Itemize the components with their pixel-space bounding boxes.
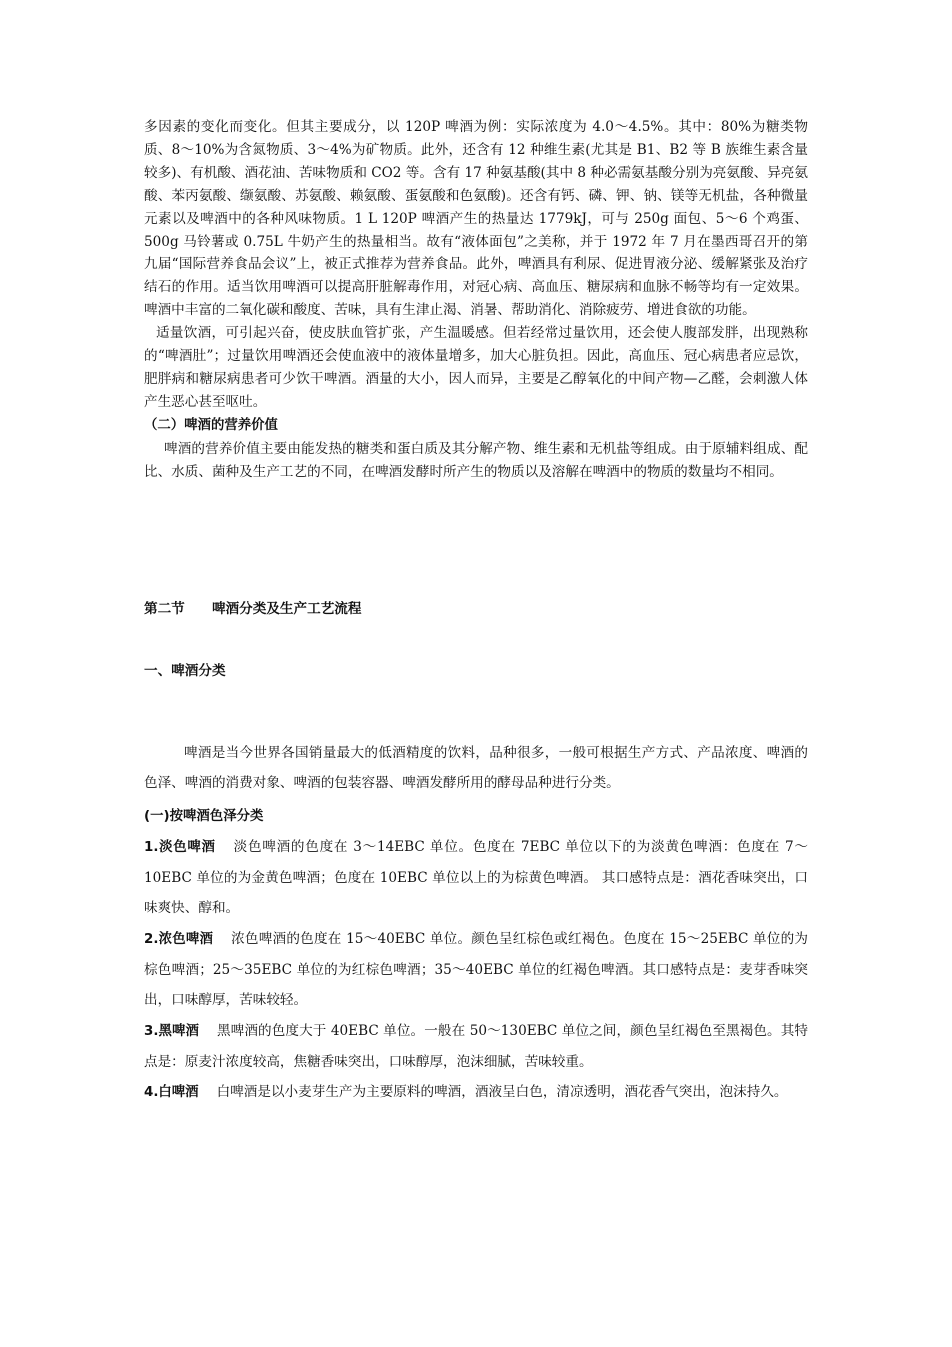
type-name: 2.浓色啤酒: [144, 931, 214, 947]
type-name: 3.黑啤酒: [144, 1023, 199, 1039]
section-title: 第二节 啤酒分类及生产工艺流程: [144, 601, 362, 617]
paragraph-moderate-drinking: 适量饮酒，可引起兴奋，使皮肤血管扩张，产生温暖感。但若经常过量饮用，还会使人腹部发胖，出现熟称的“啤酒肚”；过量饮用啤酒还会使血液中的液体量增多，加大心脏负担。因此，高血压、冠心病患者应忌饮，肥胖病和糖尿病患者可少饮干啤酒。酒量的大小，因人而异，主要是乙醇氧化的中间产物—乙醛，会刺激人体产生恶心甚至呕吐。: [144, 325, 808, 410]
type-desc: 淡色啤酒的色度在 3～14EBC 单位。色度在 7EBC 单位以下的为淡黄色啤酒：色度在 7～10EBC 单位的为金黄色啤酒；色度在 10EBC 单位以上的为棕黄色啤酒。 其口感特点是：酒花香味突出，口味爽快、醇和。: [144, 838, 809, 917]
type-desc: 浓色啤酒的色度在 15～40EBC 单位。颜色呈红棕色或红褐色。色度在 15～25EBC 单位的为棕色啤酒；25～35EBC 单位的为红棕色啤酒；35～40EBC 单位的红褐色啤酒。其口感特点是：麦芽香味突出，口味醇厚，苦味较轻。: [144, 930, 809, 1009]
paragraph-intro: 啤酒是当今世界各国销量最大的低酒精度的饮料，品种很多，一般可根据生产方式、产品浓度、啤酒的色泽、啤酒的消费对象、啤酒的包装容器、啤酒发酵所用的酵母品种进行分类。: [144, 745, 808, 792]
type-item: [144, 924, 808, 1016]
color-heading: [144, 801, 808, 832]
type-desc: 白啤酒是以小麦芽生产为主要原料的啤酒，酒液呈白色，清凉透明，酒花香气突出，泡沫持久。: [216, 1084, 788, 1101]
type-item: [144, 1016, 808, 1078]
type-item: [144, 1077, 808, 1108]
type-name: 4.白啤酒: [144, 1085, 199, 1101]
nutrition-heading: [144, 414, 808, 438]
nutrition-heading-text: （二）啤酒的营养价值: [144, 417, 278, 433]
type-name: 1.淡色啤酒: [144, 839, 216, 855]
paragraph-beer-composition: 多因素的变化而变化。但其主要成分，以 120P 啤酒为例：实际浓度为 4.0～4.5%。其中：80%为糖类物质、8～10%为含氮物质、3～4%为矿物质。此外，还含有 12 种维生素(尤其是 B1、B2 等 B 族维生素含量较多)、有机酸、酒花油、苦味物质和 CO2 等。含有 17 种氨基酸(其中 8 种必需氨基酸分别为亮氨酸、异亮氨酸、苯丙氨酸、缬氨酸、苏氨酸、赖氨酸、蛋氨酸和色氨酸)。还含有钙、磷、钾、钠、镁等无机盐，各种微量元素以及啤酒中的各种风味物质。1 L 120P 啤酒产生的热量达 1779kJ，可与 250g 面包、5～6 个鸡蛋、500g 马铃薯或 0.75L 牛奶产生的热量相当。故有“液体面包”之美称，并于 1972 年 7 月在墨西哥召开的第九届“国际营养食品会议”上，被正式推荐为营养食品。此外，啤酒具有利尿、促进胃液分泌、缓解紧张及治疗结石的作用。适当饮用啤酒可以提高肝脏解毒作用，对冠心病、高血压、糖尿病和血脉不畅等均有一定效果。啤酒中丰富的二氧化碳和酸度、苦味，具有生津止渴、消暑、帮助消化、消除疲劳、增进食欲的功能。: [144, 119, 808, 319]
classification-block: [144, 738, 808, 1109]
upper-text-block: [144, 116, 808, 484]
type-desc: 黑啤酒的色度大于 40EBC 单位。一般在 50～130EBC 单位之间，颜色呈红褐色至黑褐色。其特点是：原麦汁浓度较高，焦糖香味突出，口味醇厚，泡沫细腻，苦味较重。: [144, 1022, 808, 1070]
paragraph-nutrition-value: 啤酒的营养价值主要由能发热的糖类和蛋白质及其分解产物、维生素和无机盐等组成。由于原辅料组成、配比、水质、菌种及生产工艺的不同，在啤酒发酵时所产生的物质以及溶解在啤酒中的物质的数量均不相同。: [144, 440, 808, 480]
subsection-title: 一、啤酒分类: [144, 663, 226, 679]
color-heading-text: (一)按啤酒色泽分类: [144, 808, 264, 824]
type-item: [144, 832, 808, 924]
